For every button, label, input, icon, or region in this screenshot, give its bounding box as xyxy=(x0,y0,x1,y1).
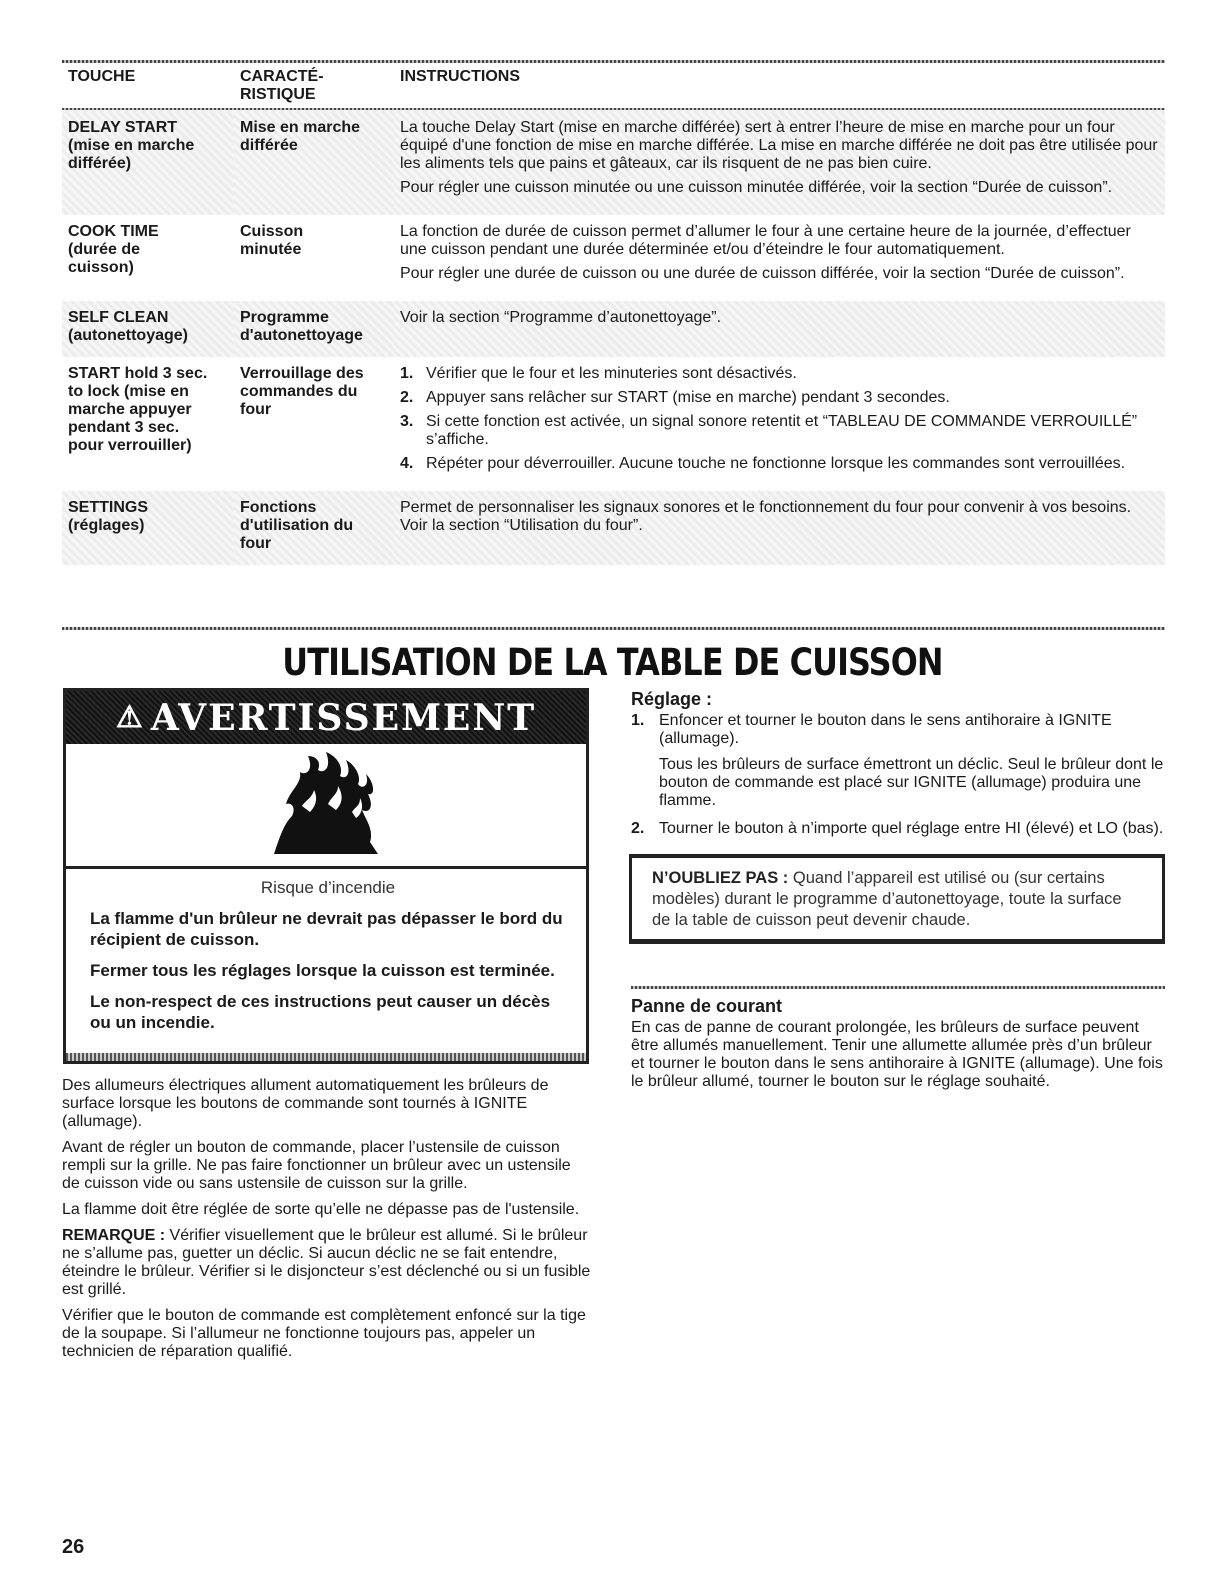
instruction-text: Pour régler une cuisson minutée ou une cuisson minutée différée, voir la section “Durée de cuisson”. xyxy=(400,179,1113,196)
list-item: 2. Appuyer sans relâcher sur START (mise en marche) pendant 3 secondes. xyxy=(400,389,950,406)
warning-triangle-icon: ⚠ xyxy=(115,700,145,735)
step-text: Tourner le bouton à n’importe quel réglage entre HI (élevé) et LO (bas). xyxy=(659,820,1164,837)
warning-line: Fermer tous les réglages lorsque la cuisson est terminée. xyxy=(90,961,555,980)
header-touche: TOUCHE xyxy=(62,68,234,110)
section-rule xyxy=(631,986,1165,989)
table-row-delay-start xyxy=(62,110,1165,216)
notice-label: N’OUBLIEZ PAS : xyxy=(652,869,789,887)
warning-title xyxy=(116,697,536,739)
feature-cell: Programme d'autonettoyage xyxy=(234,301,394,357)
remark-label: REMARQUE : xyxy=(62,1227,166,1244)
fire-hazard-icon xyxy=(66,744,586,869)
left-column xyxy=(62,1077,592,1369)
paragraph: La flamme doit être réglée de sorte qu’elle ne dépasse pas de l'ustensile. xyxy=(62,1201,580,1218)
list-item: 4. Répéter pour déverrouiller. Aucune touche ne fonctionne lorsque les commandes sont verrouillées. xyxy=(400,455,1126,472)
instructions-cell xyxy=(394,357,1165,491)
paragraph: Vérifier que le bouton de commande est complètement enfoncé sur la tige de la soupape. Si l’allumeur ne fonctionne toujours pas, appeler un technicien de réparation qualifié. xyxy=(62,1307,586,1360)
paragraph: Des allumeurs électriques allument automatiquement les brûleurs de surface lorsque les boutons de commande sont tournés à IGNITE (allumage). xyxy=(62,1077,549,1130)
warning-box xyxy=(63,688,589,1064)
top-rule xyxy=(62,60,1165,63)
list-item: 3. Si cette fonction est activée, un signal sonore retentit et “TABLEAU DE COMMANDE VERROUILLÉ” s’affiche. xyxy=(400,413,1138,448)
warning-bottom-bar xyxy=(66,1053,586,1061)
key-cell: SELF CLEAN (autonettoyage) xyxy=(62,301,234,357)
table-row-settings xyxy=(62,491,1165,565)
fire-hazard-graphic xyxy=(266,750,386,860)
warning-header xyxy=(66,691,586,744)
remark-text: Vérifier visuellement que le brûleur est allumé. Si le brûleur ne s’allume pas, guetter un déclic. Si aucun déclic ne se fait entendre, éteindre le brûleur. Vérifier si le disjoncteur s’est déclenché ou si un fusible est grillé. xyxy=(62,1227,591,1298)
power-failure-heading: Panne de courant xyxy=(631,996,783,1016)
instruction-text: Pour régler une durée de cuisson ou une durée de cuisson différée, voir la section “Durée de cuisson”. xyxy=(400,265,1125,282)
page-number: 26 xyxy=(62,1536,85,1558)
key-cell: COOK TIME (durée de cuisson) xyxy=(68,223,159,276)
section-title: UTILISATION DE LA TABLE DE CUISSON xyxy=(282,641,943,684)
paragraph: Avant de régler un bouton de commande, placer l’ustensile de cuisson rempli sur la grille. Ne pas faire fonctionner un brûleur avec un ustensile de cuisson vide ou sans ustensile de cuisson sur la grille. xyxy=(62,1139,571,1192)
setting-heading: Réglage : xyxy=(631,689,713,709)
list-item: 1. Vérifier que le four et les minuteries sont désactivés. xyxy=(400,365,797,382)
instruction-text: La fonction de durée de cuisson permet d’allumer le four à une certaine heure de la journée, d’effectuer une cuisson pendant une durée déterminée et/ou d’éteindre le four automatiquement. xyxy=(400,223,1131,258)
feature-cell: Fonctions d'utilisation du four xyxy=(234,491,394,565)
instructions-cell xyxy=(394,215,1165,301)
step-text: Enfoncer et tourner le bouton dans le sens antihoraire à IGNITE (allumage). xyxy=(659,712,1112,747)
table-row-start-lock xyxy=(62,357,1165,491)
warning-line: La flamme d'un brûleur ne devrait pas dépasser le bord du récipient de cuisson. xyxy=(90,909,563,949)
header-caracteristique: CARACTÉ- RISTIQUE xyxy=(234,68,394,110)
warning-subtitle: Risque d’incendie xyxy=(260,878,396,897)
warning-body xyxy=(66,869,586,1033)
key-cell: DELAY START (mise en marche différée) xyxy=(62,110,234,216)
instructions-cell xyxy=(394,110,1165,216)
list-item: 2. Tourner le bouton à n’importe quel réglage entre HI (élevé) et LO (bas). xyxy=(631,820,1164,837)
lock-steps-list xyxy=(400,365,1159,473)
table-bottom-rule xyxy=(62,627,1165,630)
notice-text: Quand l’appareil est utilisé ou (sur certains modèles) durant le programme d’autonettoyage, toute la surface de la table de cuisson peut devenir chaude. xyxy=(652,869,1122,929)
table-row-self-clean xyxy=(62,301,1165,357)
list-item: 1. Enfoncer et tourner le bouton dans le sens antihoraire à IGNITE (allumage). Tous les brûleurs de surface émettront un déclic. Seul le brûleur dont le bouton de commande est placé sur IGNITE (allumage) produira une flamme. xyxy=(631,712,1164,809)
key-cell: START hold 3 sec. to lock (mise en marche appuyer pendant 3 sec. pour verrouiller) xyxy=(68,365,208,454)
instructions-cell xyxy=(394,301,1165,357)
instruction-text: Voir la section “Programme d’autonettoyage”. xyxy=(400,309,722,326)
key-cell: SETTINGS (réglages) xyxy=(62,491,234,565)
power-failure-text: En cas de panne de courant prolongée, les brûleurs de surface peuvent être allumés manuellement. Tenir une allumette allumée près d’un brûleur et tourner le bouton dans le sens antihoraire à IGNITE (allumage). Une fois le brûleur allumé, tourner le bouton sur le réglage souhaité. xyxy=(631,1019,1163,1090)
warning-title-text: AVERTISSEMENT xyxy=(150,696,537,739)
instruction-text: Permet de personnaliser les signaux sonores et le fonctionnement du four pour convenir à vos besoins. Voir la section “Utilisation du four”. xyxy=(400,499,1132,534)
control-keys-table xyxy=(62,68,1165,565)
table-header-row xyxy=(62,68,1165,110)
step-note: Tous les brûleurs de surface émettront un déclic. Seul le brûleur dont le bouton de commande est placé sur IGNITE (allumage) produira une flamme. xyxy=(659,756,1164,809)
header-instructions: INSTRUCTIONS xyxy=(394,68,1165,110)
notice-box xyxy=(629,854,1165,944)
instructions-cell xyxy=(394,491,1165,565)
setting-steps-list xyxy=(631,712,1165,838)
feature-cell: Cuisson minutée xyxy=(240,223,304,258)
table-row-cook-time xyxy=(62,215,1165,301)
right-column xyxy=(631,690,1165,1091)
instruction-text: La touche Delay Start (mise en marche différée) sert à entrer l’heure de mise en marche pour un four équipé d'une fonction de mise en marche différée. La mise en marche différée ne doit pas être utilisée pour les aliments tels que pains et gâteaux, car ils risquent de ne pas bien cuire. xyxy=(400,119,1158,172)
feature-cell: Mise en marche différée xyxy=(234,110,394,216)
feature-cell: Verrouillage des commandes du four xyxy=(240,365,364,418)
warning-line: Le non-respect de ces instructions peut causer un décès ou un incendie. xyxy=(90,992,551,1032)
remark-paragraph xyxy=(62,1227,592,1299)
